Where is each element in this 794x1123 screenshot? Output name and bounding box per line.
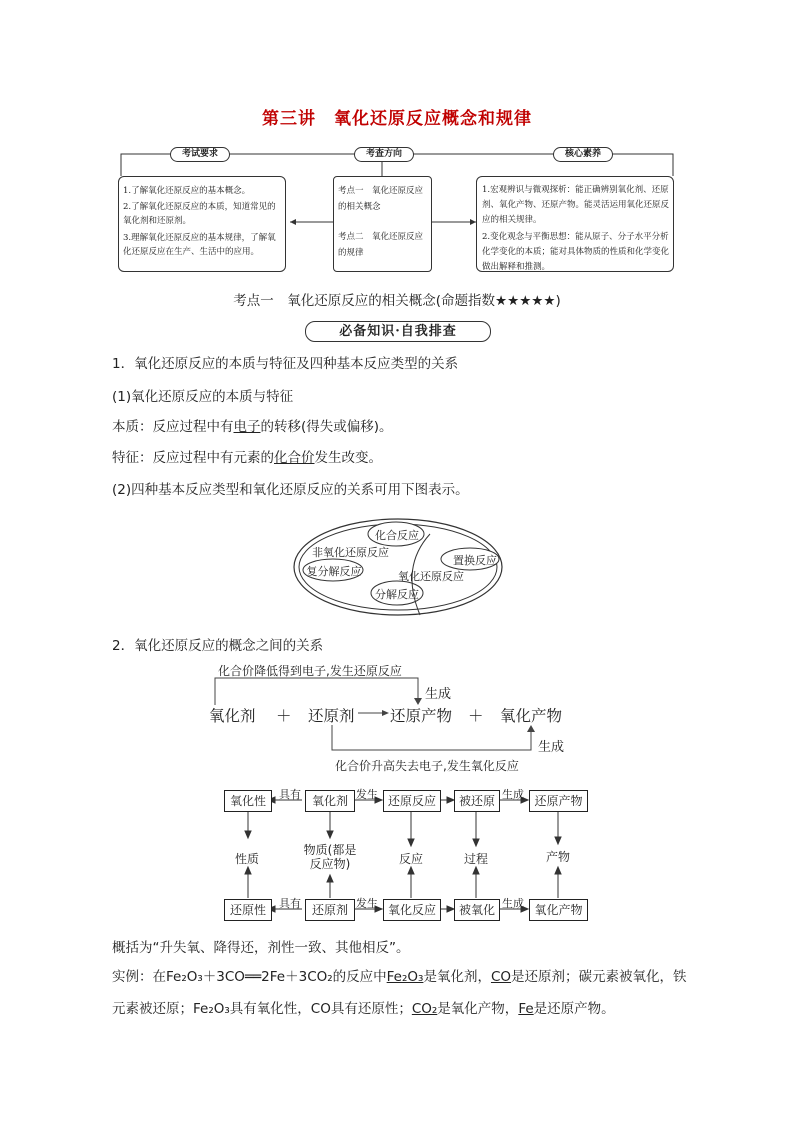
example-line-1: 实例：在Fe₂O₃＋3CO══2Fe＋3CO₂的反应中Fe₂O₃是氧化剂，CO是还原剂；碳元素被氧化，铁 — [112, 969, 687, 985]
heading-1a: (1)氧化还原反应的本质与特征 — [112, 389, 294, 405]
node-reduction-product: 还原产物 — [529, 790, 588, 812]
answer-fe: Fe — [518, 1001, 534, 1017]
node-reduced: 被还原 — [454, 790, 500, 812]
eq-oxidant: 氧化剂 — [209, 707, 256, 725]
heading-1: 1．氧化还原反应的本质与特征及四种基本反应类型的关系 — [112, 356, 459, 372]
heading-2: 2．氧化还原反应的概念之间的关系 — [112, 638, 324, 654]
generate-label-2: 生成 — [538, 740, 565, 755]
mid-substance: 物质(都是 反应物) — [303, 843, 357, 871]
requirement-item: 2.了解氧化还原反应的本质，知道常见的氧化剂和还原剂。 — [123, 202, 276, 226]
tag-exam-requirement: 考试要求 — [170, 147, 230, 162]
eq-plus-1: ＋ — [276, 707, 292, 725]
node-oxidizing-property: 氧化性 — [224, 790, 272, 812]
answer-valence: 化合价 — [274, 450, 315, 466]
eq-reduction-product: 还原产物 — [390, 707, 453, 725]
tag-exam-direction: 考查方向 — [354, 147, 414, 162]
heading-1b: (2)四种基本反应类型和氧化还原反应的关系可用下图表示。 — [112, 482, 469, 498]
mid-process: 过程 — [463, 852, 488, 866]
essence-line: 本质：反应过程中有电子的转移(得失或偏移)。 — [112, 419, 393, 435]
edge-generate-bottom: 生成 — [502, 897, 524, 910]
requirement-item: 3.理解氧化还原反应的基本规律，了解氧化还原反应在生产、生活中的应用。 — [123, 233, 276, 257]
generate-label-1: 生成 — [425, 687, 452, 702]
core-item: 2.变化观念与平衡思想：能从原子、分子水平分析化学变化的本质；能对具体物质的性质和化学变化做出解释和推测。 — [482, 232, 670, 272]
venn-combination: 化合反应 — [375, 529, 419, 542]
mid-reaction: 反应 — [398, 852, 423, 866]
answer-fe2o3: Fe₂O₃ — [386, 969, 424, 985]
tag-core-literacy: 核心素养 — [553, 147, 613, 162]
edge-has-top: 具有 — [279, 788, 301, 801]
eq-reductant: 还原剂 — [308, 707, 355, 725]
requirements-box — [118, 176, 286, 272]
answer-co: CO — [490, 969, 512, 985]
edge-has-bottom: 具有 — [279, 897, 301, 910]
banner: 必备知识·自我排查 — [305, 321, 491, 342]
eq-plus-2: ＋ — [468, 707, 484, 725]
answer-electron: 电子 — [233, 419, 261, 435]
node-reductant: 还原剂 — [305, 899, 355, 921]
page-title: 第三讲 氧化还原反应概念和规律 — [262, 109, 532, 129]
core-literacy-box — [476, 176, 674, 272]
answer-co2: CO₂ — [411, 1001, 438, 1017]
node-oxidant: 氧化剂 — [305, 790, 355, 812]
node-oxidation-product: 氧化产物 — [529, 899, 588, 921]
summary-line: 概括为“升失氧、降得还，剂性一致、其他相反”。 — [112, 940, 410, 956]
direction-item: 考点二 氧化还原反应的规律 — [338, 232, 424, 258]
eq-oxidation-product: 氧化产物 — [500, 707, 563, 725]
mid-property: 性质 — [234, 852, 259, 866]
edge-generate-top: 生成 — [502, 788, 524, 801]
example-line-2: 元素被还原；Fe₂O₃具有氧化性，CO具有还原性；CO₂是氧化产物，Fe是还原产物。 — [112, 1001, 615, 1017]
direction-box — [333, 176, 432, 272]
venn-replacement: 置换反应 — [453, 554, 497, 567]
venn-non-redox: 非氧化还原反应 — [312, 546, 389, 559]
reduction-note: 化合价降低得到电子,发生还原反应 — [218, 664, 402, 678]
section-point-one: 考点一 氧化还原反应的相关概念(命题指数★★★★★) — [233, 293, 561, 309]
edge-undergo-bottom: 发生 — [356, 897, 378, 910]
direction-item: 考点一 氧化还原反应的相关概念 — [338, 186, 424, 212]
mid-product: 产物 — [545, 850, 570, 864]
oxidation-note: 化合价升高失去电子,发生氧化反应 — [335, 759, 519, 773]
feature-line: 特征：反应过程中有元素的化合价发生改变。 — [112, 450, 382, 466]
requirement-item: 1.了解氧化还原反应的基本概念。 — [123, 186, 251, 196]
venn-redox: 氧化还原反应 — [398, 570, 464, 583]
node-oxidized: 被氧化 — [454, 899, 500, 921]
core-item: 1.宏观辨识与微观探析：能正确辨别氧化剂、还原剂、氧化产物、还原产物。能灵活运用氧化还原反应的相关规律。 — [482, 185, 670, 225]
venn-double-decomposition: 复分解反应 — [306, 565, 362, 578]
node-reducing-property: 还原性 — [224, 899, 272, 921]
node-oxidation-reaction: 氧化反应 — [383, 899, 441, 921]
venn-decomposition: 分解反应 — [375, 588, 419, 601]
node-reduction-reaction: 还原反应 — [383, 790, 441, 812]
edge-undergo-top: 发生 — [356, 788, 378, 801]
